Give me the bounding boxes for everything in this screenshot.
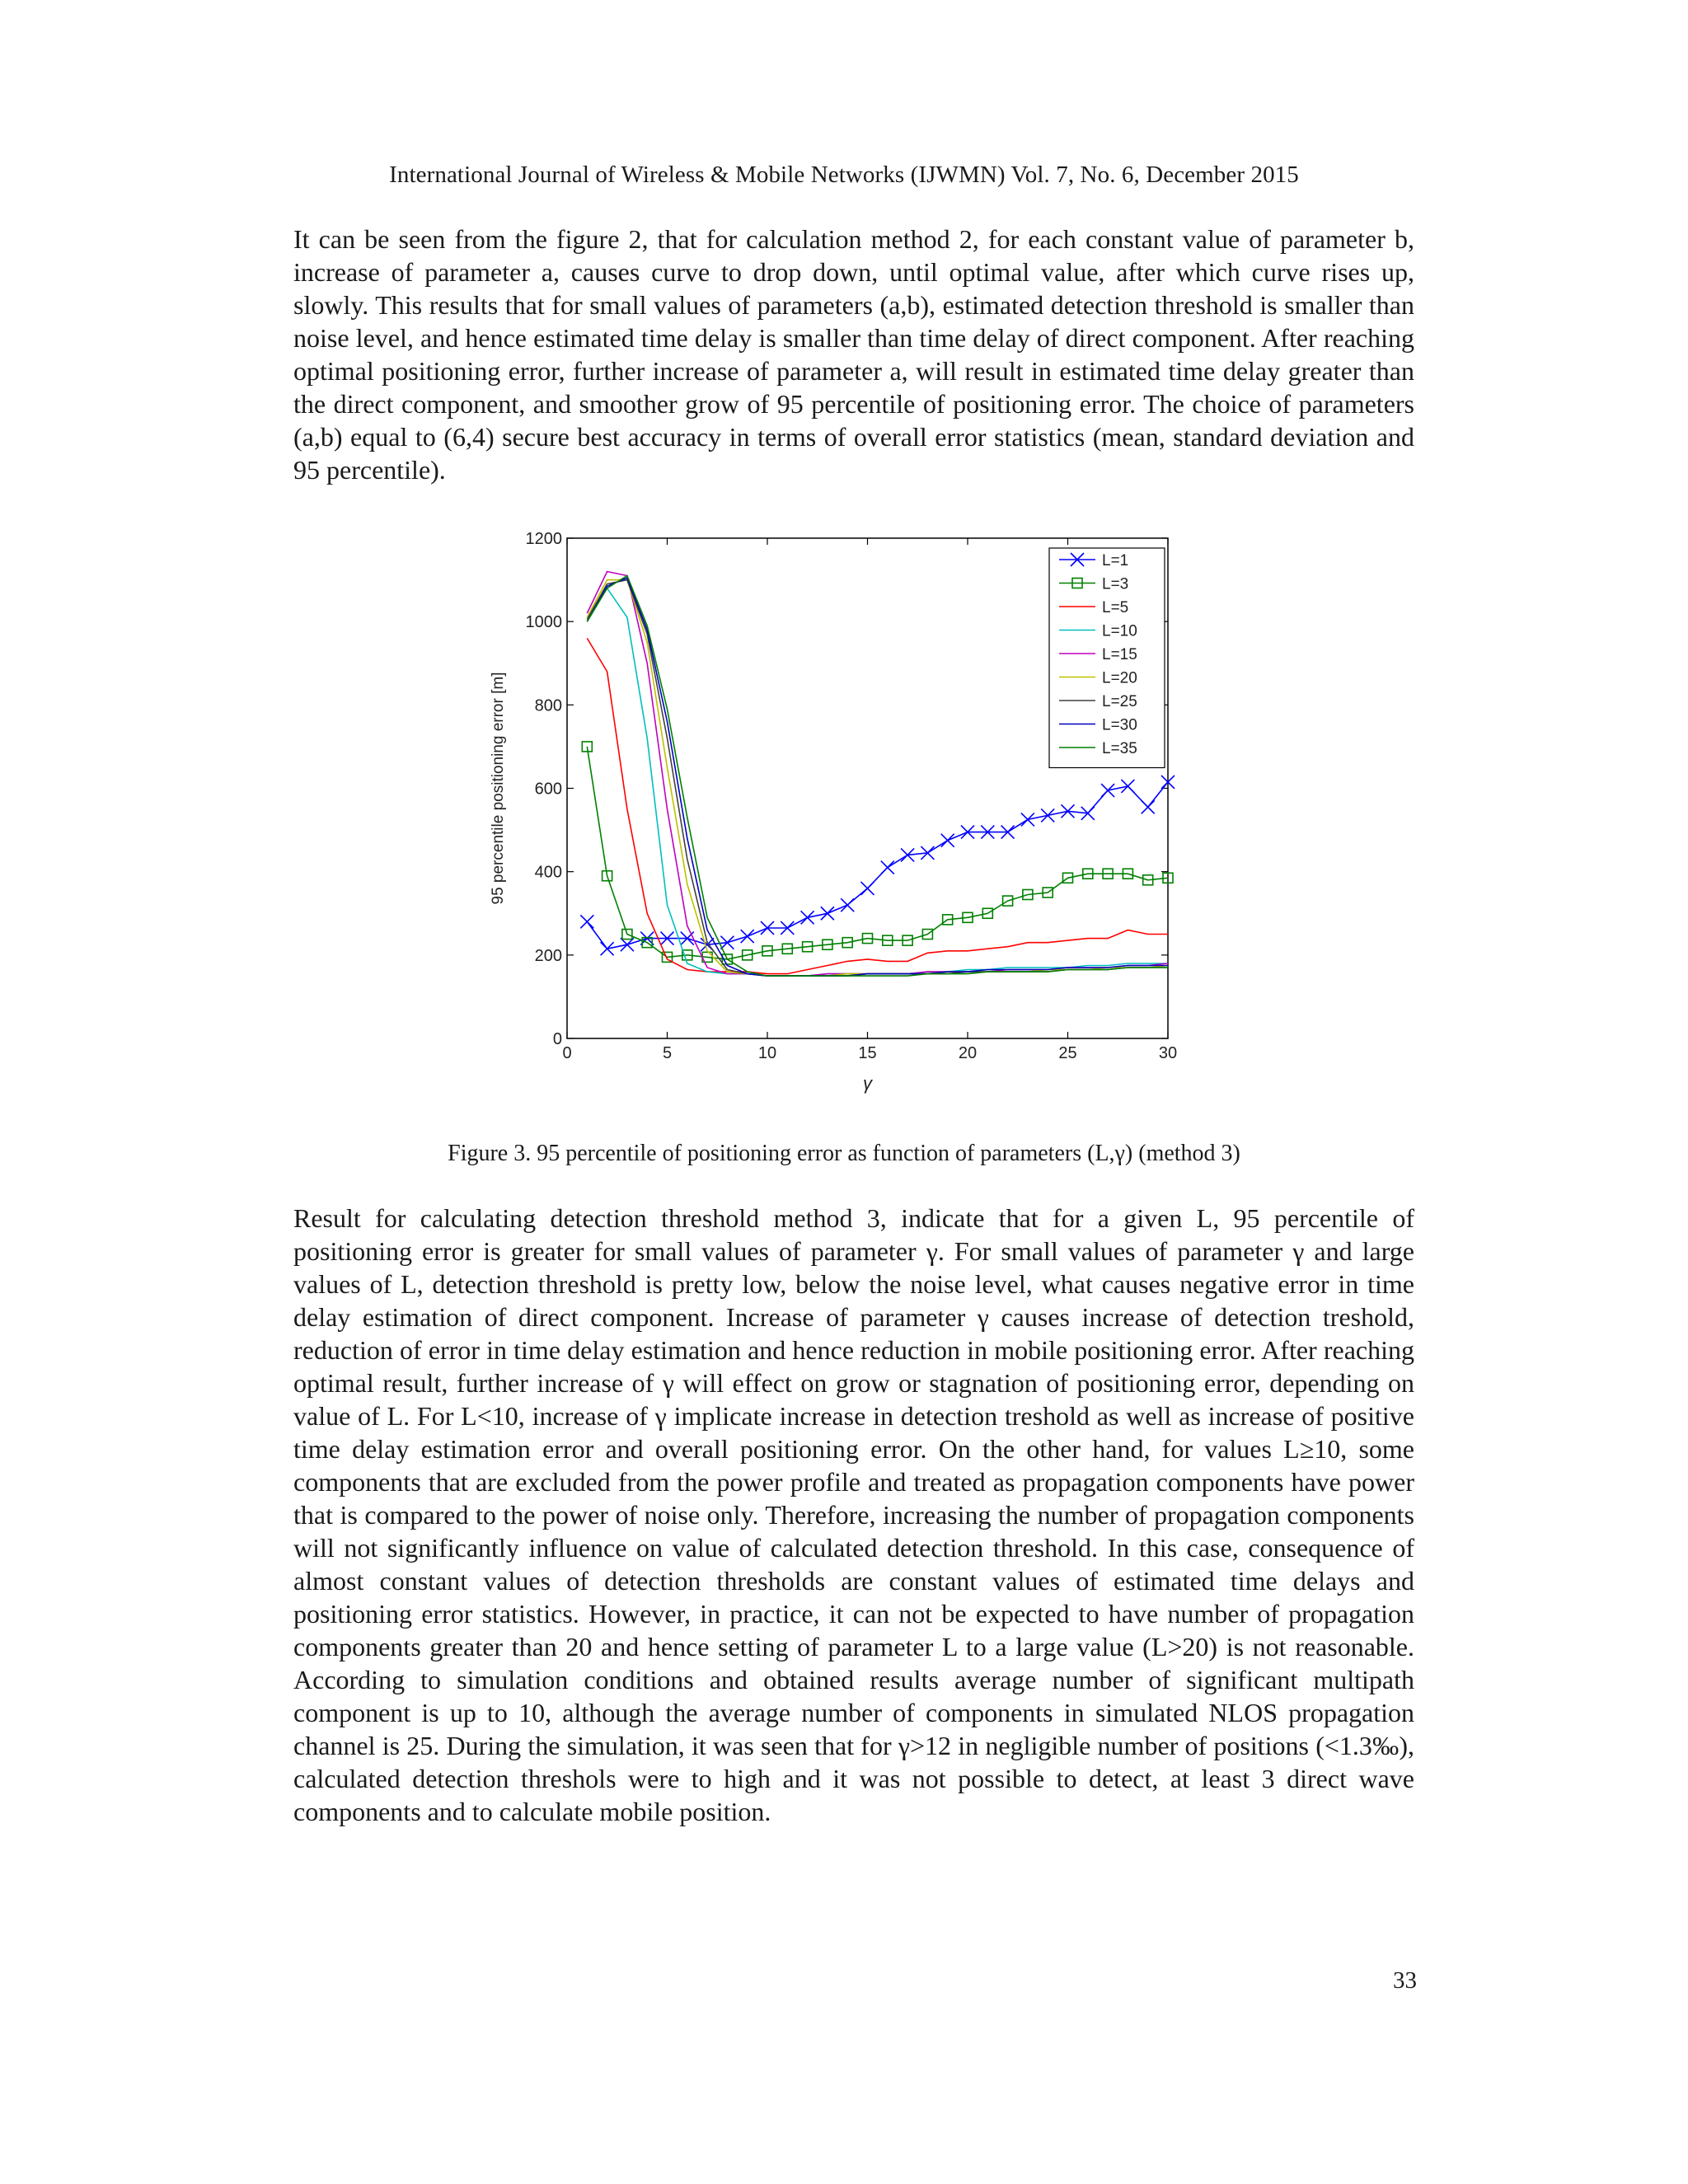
journal-header: International Journal of Wireless & Mobile Networks (IJWMN) Vol. 7, No. 6, December 2015 — [389, 162, 1299, 188]
legend-label: L=10 — [1102, 622, 1137, 640]
page-number: 33 — [1393, 1967, 1417, 1994]
figure-3-chart — [486, 527, 1203, 1104]
y-tick-label: 800 — [534, 696, 562, 715]
paragraph-1: It can be seen from the figure 2, that for calculation method 2, for each constant value of parameter b, increase of parameter a, causes curve to drop down, until optimal value, after which curve rises up, slowly. This results that for small values of parameters (a,b), estimated detection threshold is smaller than noise level, and hence estimated time delay is smaller than time delay of direct component. After reaching optimal positioning error, further increase of parameter a, will result in estimated time delay greater than the direct component, and smoother grow of 95 percentile of positioning error. The choice of parameters (a,b) equal to (6,4) secure best accuracy in terms of overall error statistics (mean, standard deviation and 95 percentile). — [293, 224, 1414, 485]
y-tick-label: 0 — [552, 1030, 562, 1048]
y-tick-label: 600 — [534, 780, 562, 799]
x-tick-label: 10 — [757, 1044, 777, 1062]
legend-label: L=1 — [1102, 552, 1129, 569]
x-tick-label: 30 — [1158, 1044, 1178, 1062]
y-tick-label: 1200 — [525, 530, 562, 548]
legend-label: L=5 — [1102, 599, 1129, 616]
y-tick-label: 1000 — [525, 613, 562, 632]
paragraph-2: Result for calculating detection threshold method 3, indicate that for a given L, 95 percentile of positioning error is greater for small values of parameter γ. For small values of parameter γ and large values of L, detection threshold is pretty low, below the noise level, what causes negative error in time delay estimation of direct component. Increase of parameter γ causes increase of detection treshold, reduction of error in time delay estimation and hence reduction in mobile positioning error. After reaching optimal result, further increase of γ will effect on grow or stagnation of positioning error, depending on value of L. For L<10, increase of γ implicate increase in detection treshold as well as increase of positive time delay estimation error and overall positioning error. On the other hand, for values L≥10, some components that are excluded from the power profile and treated as propagation components have power that is compared to the power of noise only. Therefore, increasing the number of propagation components will not significantly influence on value of calculated detection threshold. In this case, consequence of almost constant values of detection thresholds are constant values of estimated time delays and positioning error statistics. However, in practice, it can not be expected to have number of propagation components greater than 20 and hence setting of parameter L to a large value (L>20) is not reasonable. According to simulation conditions and obtained results average number of significant multipath component is up to 10, although the average number of components in simulated NLOS propagation channel is 25. During the simulation, it was seen that for γ>12 in negligible number of positions (<1.3‰), calculated detection threshols were to high and it was not possible to detect, at least 3 direct wave components and to calculate mobile position. — [293, 1203, 1414, 1826]
x-tick-label: 5 — [662, 1044, 673, 1062]
legend-label: L=30 — [1102, 716, 1137, 734]
figure-caption: Figure 3. 95 percentile of positioning error as function of parameters (L,γ) (method 3) — [448, 1141, 1240, 1166]
x-tick-label: 0 — [562, 1044, 572, 1062]
legend-label: L=15 — [1102, 646, 1137, 663]
x-tick-label: 20 — [958, 1044, 978, 1062]
legend-label: L=3 — [1102, 575, 1129, 593]
y-tick-label: 200 — [534, 946, 562, 965]
y-axis-label: 95 percentile positioning error [m] — [490, 672, 507, 905]
x-tick-label: 15 — [858, 1044, 877, 1062]
x-axis-label: γ — [863, 1073, 872, 1094]
legend-label: L=25 — [1102, 693, 1137, 710]
y-tick-label: 400 — [534, 863, 562, 882]
x-tick-label: 25 — [1058, 1044, 1077, 1062]
legend-label: L=20 — [1102, 669, 1137, 687]
legend-label: L=35 — [1102, 740, 1137, 757]
